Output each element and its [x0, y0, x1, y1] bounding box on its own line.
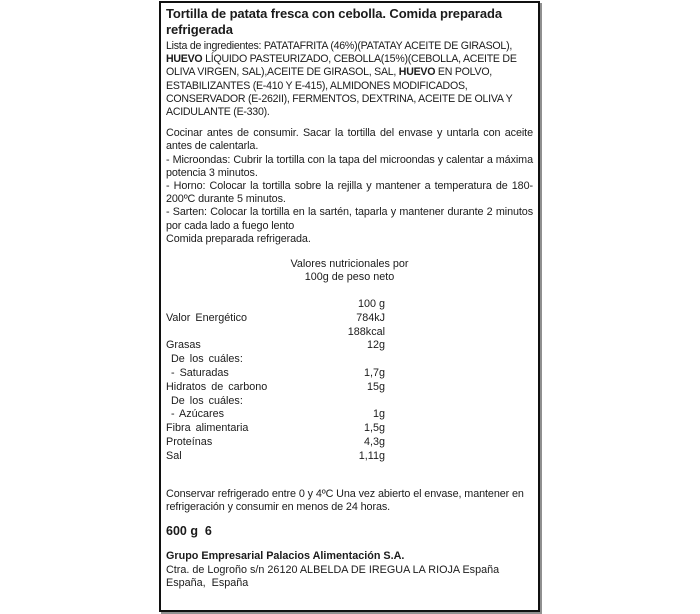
manufacturer-address: Ctra. de Logroño s/n 26120 ALBELDA DE IREGUA LA RIOJA España	[166, 563, 500, 576]
prep-line-general: Cocinar antes de consumir. Sacar la tortilla del envase y untarla con aceite antes de calentarla.	[166, 127, 533, 153]
nutrition-row-fibre	[166, 422, 385, 436]
nutrition-label: Hidratos de carbono	[166, 380, 268, 393]
nutrition-row-protein	[166, 436, 385, 450]
product-type-note: Comida preparada refrigerada.	[166, 232, 311, 245]
nutrition-value: 1g	[372, 408, 385, 421]
nutrition-label: Valor Energético	[166, 311, 248, 324]
nutrition-value: 1,11g	[358, 449, 385, 462]
storage-instructions: Conservar refrigerado entre 0 y 4ºC Una vez abierto el envase, mantener en refrigeración y consumir en menos de 24 horas.	[166, 487, 524, 513]
nutrition-table	[166, 298, 533, 464]
nutrition-row-salt	[166, 450, 385, 464]
nutrition-row-energy	[166, 312, 385, 326]
ingredients-text-part: EN POLVO, ESTABILIZANTES (E-410 Y E-415), ALMIDONES MODIFICADOS, CONSERVADOR (E-262II), FERMENTOS, DEXTRINA, ACEITE DE OLIVA Y ACIDULANTE (E-330).	[166, 66, 513, 119]
nutrition-row-energy-kcal	[166, 326, 385, 340]
prep-line-pan: - Sarten: Colocar la tortilla en la sartén, taparla y mantener durante 2 minutos por cada lado a fuego lento	[166, 206, 533, 232]
nutrition-value: 784kJ	[356, 311, 385, 324]
ingredients-text-part: Lista de ingredientes: PATATAFRITA (46%)(PATATAY ACEITE DE GIRASOL),	[166, 40, 513, 52]
nutrition-label: Grasas	[166, 339, 201, 352]
nutrition-value: 188kcal	[347, 325, 385, 338]
nutrition-value: 15g	[366, 380, 385, 393]
prep-line-oven: - Horno: Colocar la tortilla sobre la rejilla y mantener a temperatura de 180-200ºC durante 5 minutos.	[166, 180, 533, 206]
nutrition-row-saturates	[166, 367, 385, 381]
product-label	[159, 1, 540, 612]
nutrition-label: De los cuáles:	[171, 353, 243, 366]
nutrition-label: De los cuáles:	[171, 394, 243, 407]
nutrition-row-of-which	[166, 395, 385, 409]
nutrition-value: 4,3g	[363, 436, 385, 449]
nutrition-value: 100 g	[357, 298, 385, 311]
nutrition-label	[166, 298, 358, 312]
net-weight: 600 g 6	[166, 524, 212, 539]
prep-line-microwave: - Microondas: Cubrir la tortilla con la tapa del microondas y calentar a máxima potencia 3 minutos.	[166, 153, 533, 179]
nutrition-label: Proteínas	[166, 436, 213, 449]
nutrition-heading	[166, 258, 533, 284]
nutrition-row-carbohydrate	[166, 381, 385, 395]
nutrition-label: Fibra alimentaria	[166, 422, 249, 435]
nutrition-label: Sal	[166, 449, 182, 462]
manufacturer-info	[166, 550, 533, 591]
nutrition-value: 1,7g	[363, 367, 385, 380]
nutrition-label	[166, 326, 348, 340]
nutrition-value: 1,5g	[363, 422, 385, 435]
nutrition-row-of-which	[166, 353, 385, 367]
nutrition-heading-line1: Valores nutricionales por	[290, 258, 409, 271]
nutrition-value: 12g	[366, 339, 385, 352]
nutrition-label: - Azúcares	[171, 408, 225, 421]
nutrition-row-sugars	[166, 408, 385, 422]
allergen-huevo: HUEVO	[398, 66, 436, 79]
nutrition-label: - Saturadas	[171, 367, 229, 380]
allergen-huevo: HUEVO	[166, 53, 203, 66]
nutrition-heading-line2: 100g de peso neto	[304, 271, 395, 284]
preparation-instructions	[166, 127, 533, 246]
product-title: Tortilla de patata fresca con cebolla. Comida preparada refrigerada	[166, 6, 502, 37]
manufacturer-name: Grupo Empresarial Palacios Alimentación S.A.	[166, 550, 405, 563]
nutrition-row-header	[166, 298, 385, 312]
nutrition-row-fat	[166, 339, 385, 353]
ingredients-list	[166, 40, 533, 119]
ingredients-text-part: LÍQUIDO PASTEURIZADO, CEBOLLA(15%)(CEBOLLA, ACEITE DE OLIVA VIRGEN, SAL),ACEITE DE GIRASOL, SAL,	[166, 53, 517, 79]
manufacturer-country: España, España	[166, 577, 249, 590]
